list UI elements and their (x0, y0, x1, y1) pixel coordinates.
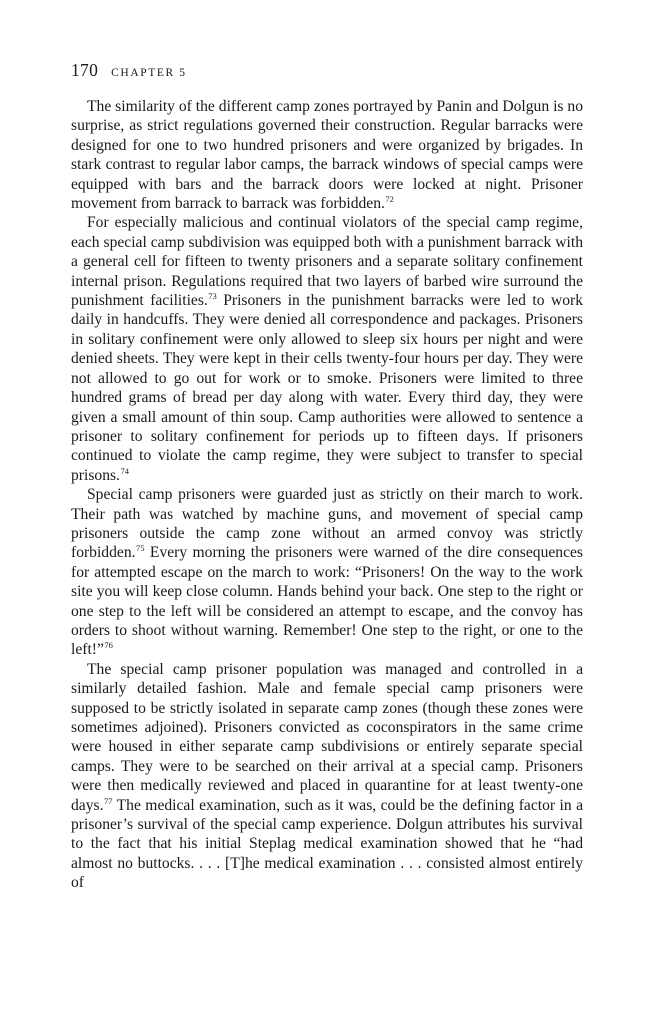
paragraph (71, 213, 583, 485)
paragraph (71, 485, 583, 660)
paragraph-text: The medical examination, such as it was, could be the defining factor in a prisoner’s survival of the special camp experience. Dolgun attributes his survival to the fact that his initial Steplag medical examination showed that he “had almost no buttocks. . . . [T]he medical examination . . . consisted almost entirely of (71, 796, 583, 892)
footnote-marker: 77 (103, 795, 113, 806)
footnote-marker: 72 (385, 194, 394, 205)
chapter-label: CHAPTER 5 (111, 67, 187, 79)
paragraph-text: Every morning the prisoners were warned of the dire consequences for attempted escape on the march to work: “Prisoners! On the way to the work site you will keep close column. Hands behind your back. One step to the right or one step to the left will be considered an attempt to escape, and the convoy has orders to shoot without warning. Remember! One step to the right, or one to the left!” (71, 544, 583, 659)
paragraph-text: The special camp prisoner population was managed and controlled in a similarly detailed fashion. Male and female special camp prisoners were supposed to be strictly isolated in separate camp zones (though these zones were sometimes adjoined). Prisoners convicted as coconspirators in the same crime were housed in either separate camp subdivisions or entirely separate special camps. They were to be searched on their arrival at a special camp. Prisoners were then medically reviewed and placed in quarantine for at least twenty-one days. (71, 660, 583, 814)
paragraph-text: For especially malicious and continual violators of the special camp regime, each special camp subdivision was equipped both with a punishment barrack with a general cell for fifteen to twenty prisoners and a separate solitary confinement internal prison. Regulations required that two layers of barbed wire surround the punishment facilities. (71, 214, 583, 310)
paragraph (71, 660, 583, 893)
page-number: 170 (71, 60, 99, 80)
paragraph-text: The similarity of the different camp zones portrayed by Panin and Dolgun is no surprise, as strict regulations governed their construction. Regular barracks were designed for one to two hundred prisoners and were organized by brigades. In stark contrast to regular labor camps, the barrack windows of special camps were equipped with bars and the barrack doors were locked at night. Prisoner movement from barrack to barrack was forbidden. (71, 98, 583, 213)
paragraph-text: Prisoners in the punishment barracks were led to work daily in handcuffs. They were denied all correspondence and packages. Prisoners in solitary confinement were only allowed to sleep six hours per night and were denied sheets. They were kept in their cells twenty-four hours per day. They were not allowed to go out for work or to smoke. Prisoners were limited to three hundred grams of bread per day along with water. Every third day, they were given a small amount of thin soup. Camp authorities were allowed to sentence a prisoner to solitary confinement for periods up to fifteen days. If prisoners continued to violate the camp regime, they were subject to transfer to special prisons. (71, 292, 583, 484)
body-text (71, 97, 583, 893)
paragraph-text: Special camp prisoners were guarded just as strictly on their march to work. Their path was watched by machine guns, and movement of special camp prisoners outside the camp zone without an armed convoy was strictly forbidden. (71, 486, 583, 562)
paragraph (71, 97, 583, 213)
footnote-marker: 75 (136, 543, 145, 554)
footnote-marker: 73 (208, 291, 217, 302)
running-head (71, 60, 591, 82)
footnote-marker: 76 (104, 640, 113, 651)
footnote-marker: 74 (120, 465, 129, 476)
